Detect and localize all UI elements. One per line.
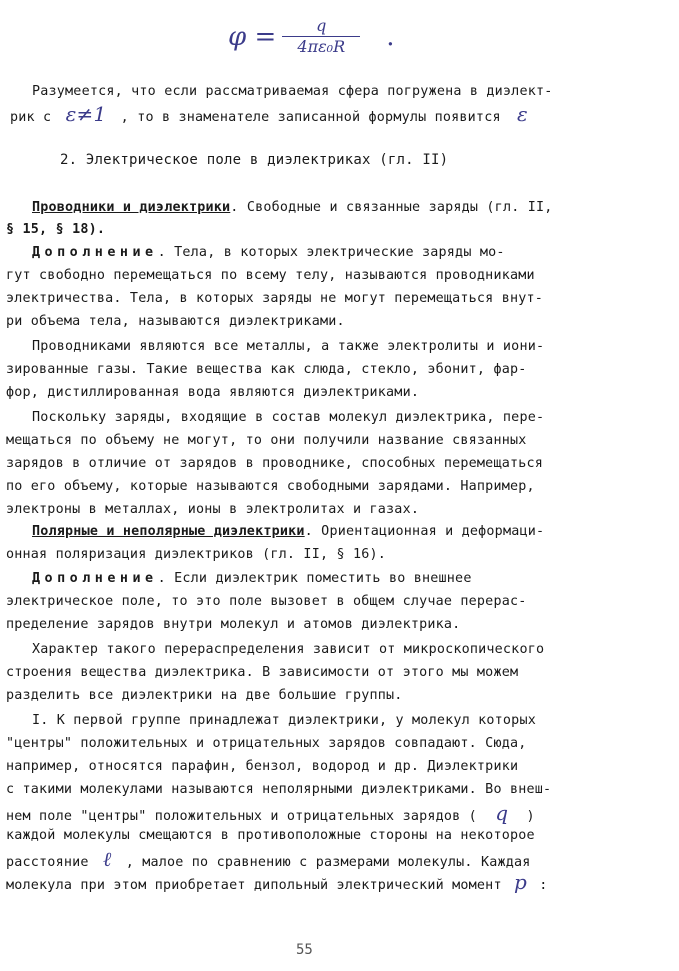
page-number: 55	[296, 942, 313, 958]
text-line: с такими молекулами называются неполярными диэлектриками. Во внеш-	[6, 782, 552, 797]
text-line: Поскольку заряды, входящие в состав молекул диэлектрика, пере-	[32, 410, 545, 425]
formula-numerator: q	[316, 16, 327, 35]
section-heading: 2. Электрическое поле в диэлектриках (гл. II)	[60, 152, 449, 168]
text-line: Проводниками являются все металлы, а также электролиты и иони-	[32, 339, 545, 354]
text-line: электрическое поле, то это поле вызовет в общем случае перерас-	[6, 594, 527, 609]
text-line: Дополнение. Тела, в которых электрические заряды мо-	[32, 245, 505, 260]
text-line: § 15, § 18).	[6, 222, 106, 237]
text-line: онная поляризация диэлектриков (гл. II, § 16).	[6, 547, 387, 562]
subsection-title: Проводники и диэлектрики	[32, 200, 231, 215]
subsection-title: Полярные и неполярные диэлектрики	[32, 524, 305, 539]
text-line: строения вещества диэлектрика. В зависимости от этого мы можем	[6, 665, 519, 680]
text-line: Проводники и диэлектрики. Свободные и связанные заряды (гл. II,	[32, 200, 553, 215]
charge-symbol: q	[495, 801, 509, 825]
text-line: I. К первой группе принадлежат диэлектрики, у молекул которых	[32, 713, 536, 728]
text-line: молекула при этом приобретает дипольный электрический момент p :	[6, 870, 548, 894]
text-line: электроны в металлах, ионы в электролитах и газах.	[6, 502, 420, 517]
distance-symbol: ℓ	[102, 847, 112, 871]
text-line: ри объема тела, называются диэлектриками.	[6, 314, 345, 329]
supplement-word: Дополнение	[32, 571, 158, 586]
text-line: зарядов в отличие от зарядов в проводнике, способных перемещаться	[6, 456, 544, 471]
text-line: каждой молекулы смещаются в противоположные стороны на некоторое	[6, 828, 535, 843]
text-line: "центры" положительных и отрицательных зарядов совпадают. Сюда,	[6, 736, 527, 751]
formula-lhs: φ =	[228, 21, 277, 52]
epsilon-not-one-symbol: ε≠1	[65, 102, 107, 126]
formula-fraction	[282, 18, 360, 55]
text-line: Дополнение. Если диэлектрик поместить во внешнее	[32, 571, 472, 586]
formula-denominator: 4πε₀R	[297, 37, 346, 56]
text-line: Разумеется, что если рассматриваемая сфера погружена в диэлект-	[32, 84, 553, 99]
text-line: рик с ε≠1 , то в знаменателе записанной формулы появится ε	[10, 102, 528, 126]
text-line: например, относятся парафин, бензол, водород и др. Диэлектрики	[6, 759, 519, 774]
text-line: Полярные и неполярные диэлектрики. Ориентационная и деформаци-	[32, 524, 545, 539]
text-line: нем поле "центры" положительных и отрицательных зарядов ( q )	[6, 801, 535, 825]
dipole-moment-symbol: p	[513, 870, 527, 894]
formula-period: .	[386, 21, 395, 52]
text-line: электричества. Тела, в которых заряды не могут перемещаться внут-	[6, 291, 544, 306]
text-line: фор, дистиллированная вода являются диэлектриками.	[6, 385, 420, 400]
text-line: пределение зарядов внутри молекул и атомов диэлектрика.	[6, 617, 461, 632]
epsilon-symbol: ε	[516, 102, 528, 126]
text-line: мещаться по объему не могут, то они получили название связанных	[6, 433, 527, 448]
text-line: по его объему, которые называются свободными зарядами. Например,	[6, 479, 535, 494]
text-line: разделить все диэлектрики на две большие группы.	[6, 688, 403, 703]
text-line: Характер такого перераспределения зависит от микроскопического	[32, 642, 545, 657]
text-line: расстояние ℓ , малое по сравнению с размерами молекулы. Каждая	[6, 847, 531, 871]
text-line: зированные газы. Такие вещества как слюда, стекло, эбонит, фар-	[6, 362, 527, 377]
text-line: гут свободно перемещаться по всему телу, называются проводниками	[6, 268, 535, 283]
potential-formula	[228, 18, 395, 55]
supplement-word: Дополнение	[32, 245, 158, 260]
